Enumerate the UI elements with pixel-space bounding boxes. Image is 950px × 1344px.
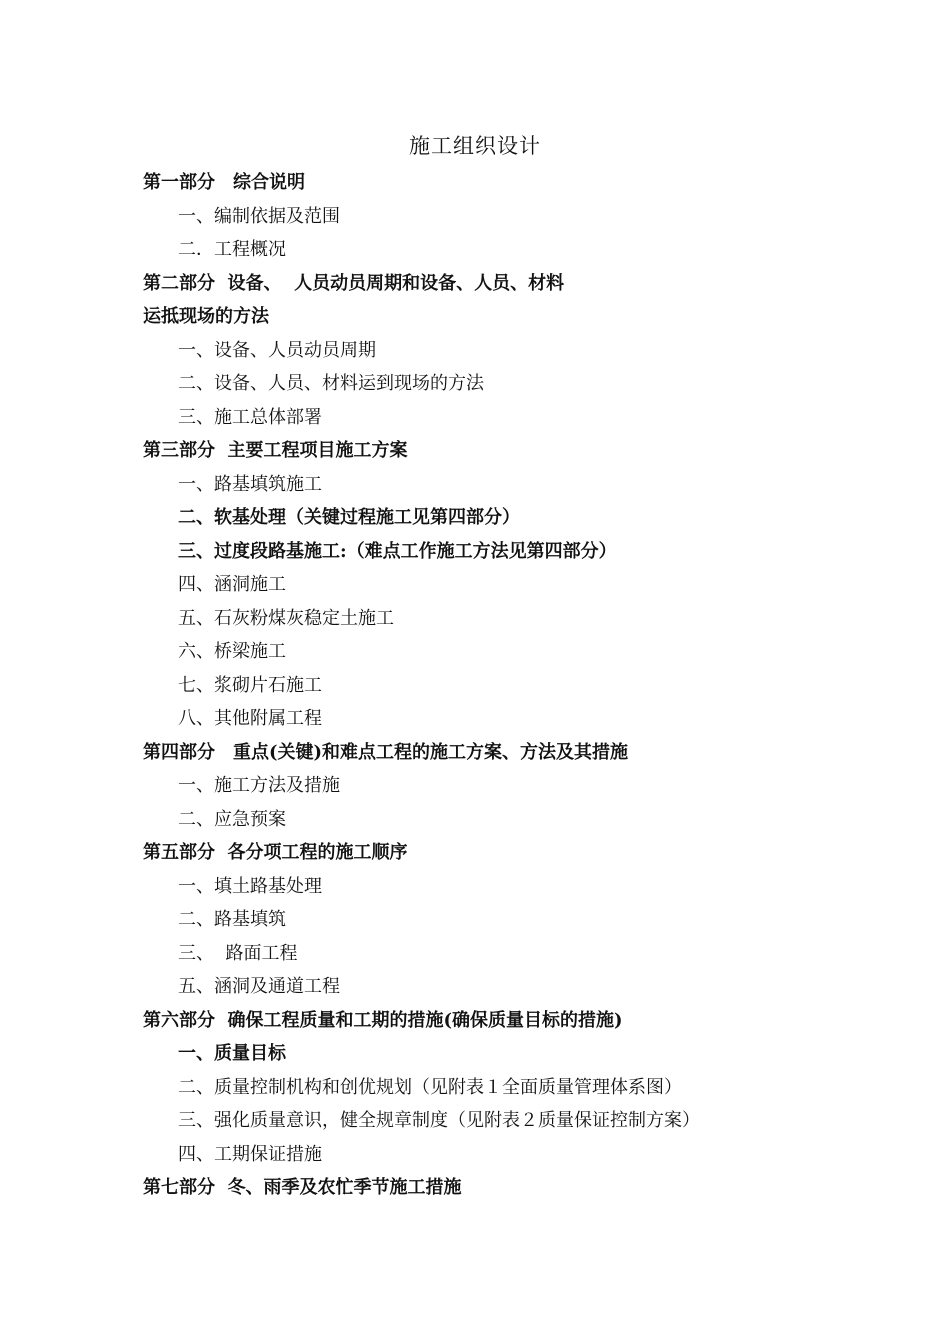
toc-item: 一、质量目标	[178, 1043, 286, 1064]
toc-item: 四、工期保证措施	[178, 1143, 322, 1165]
toc-part-heading: 第三部分 主要工程项目施工方案	[143, 440, 408, 461]
toc-item: 八、其他附属工程	[178, 708, 322, 729]
toc-part-heading-continued: 运抵现场的方法	[143, 306, 269, 327]
toc-item: 二、路基填筑	[178, 909, 286, 930]
toc-item: 四、涵洞施工	[178, 574, 286, 595]
toc-part-heading: 第二部分 设备、 人员动员周期和设备、人员、材料	[143, 272, 565, 294]
toc-part-heading: 第四部分 重点(关键)和难点工程的施工方案、方法及其措施	[143, 741, 629, 763]
toc-part-heading: 第七部分 冬、雨季及农忙季节施工措施	[143, 1177, 462, 1198]
toc-item: 一、施工方法及措施	[178, 775, 340, 796]
toc-item: 三、过度段路基施工:（难点工作施工方法见第四部分）	[178, 540, 617, 562]
toc-item: 一、填土路基处理	[178, 875, 322, 897]
toc-item: 七、浆砌片石施工	[178, 674, 322, 696]
toc-item: 一、编制依据及范围	[178, 205, 340, 227]
toc-item: 五、石灰粉煤灰稳定土施工	[178, 607, 394, 629]
toc-item: 二、设备、人员、材料运到现场的方法	[178, 373, 484, 394]
toc-item: 三、 路面工程	[178, 942, 298, 964]
toc-item: 一、设备、人员动员周期	[178, 339, 376, 361]
toc-item: 二、质量控制机构和创优规划（见附表１全面质量管理体系图）	[178, 1076, 682, 1098]
toc-part-heading: 第一部分 综合说明	[143, 172, 305, 193]
toc-item: 二．工程概况	[178, 239, 286, 260]
toc-part-heading: 第五部分 各分项工程的施工顺序	[143, 842, 408, 863]
toc-item: 三、施工总体部署	[178, 406, 322, 428]
document-title: 施工组织设计	[409, 134, 541, 158]
toc-item: 五、涵洞及通道工程	[178, 976, 340, 997]
toc-item: 二、应急预案	[178, 808, 286, 830]
toc-item: 三、强化质量意识，健全规章制度（见附表２质量保证控制方案）	[178, 1110, 700, 1131]
table-of-contents	[143, 166, 863, 1205]
toc-part-heading: 第六部分 确保工程质量和工期的措施(确保质量目标的措施)	[143, 1009, 623, 1031]
toc-item: 一、路基填筑施工	[178, 473, 322, 495]
toc-item: 六、桥梁施工	[178, 641, 286, 662]
toc-item: 二、软基处理（关键过程施工见第四部分）	[178, 507, 520, 528]
